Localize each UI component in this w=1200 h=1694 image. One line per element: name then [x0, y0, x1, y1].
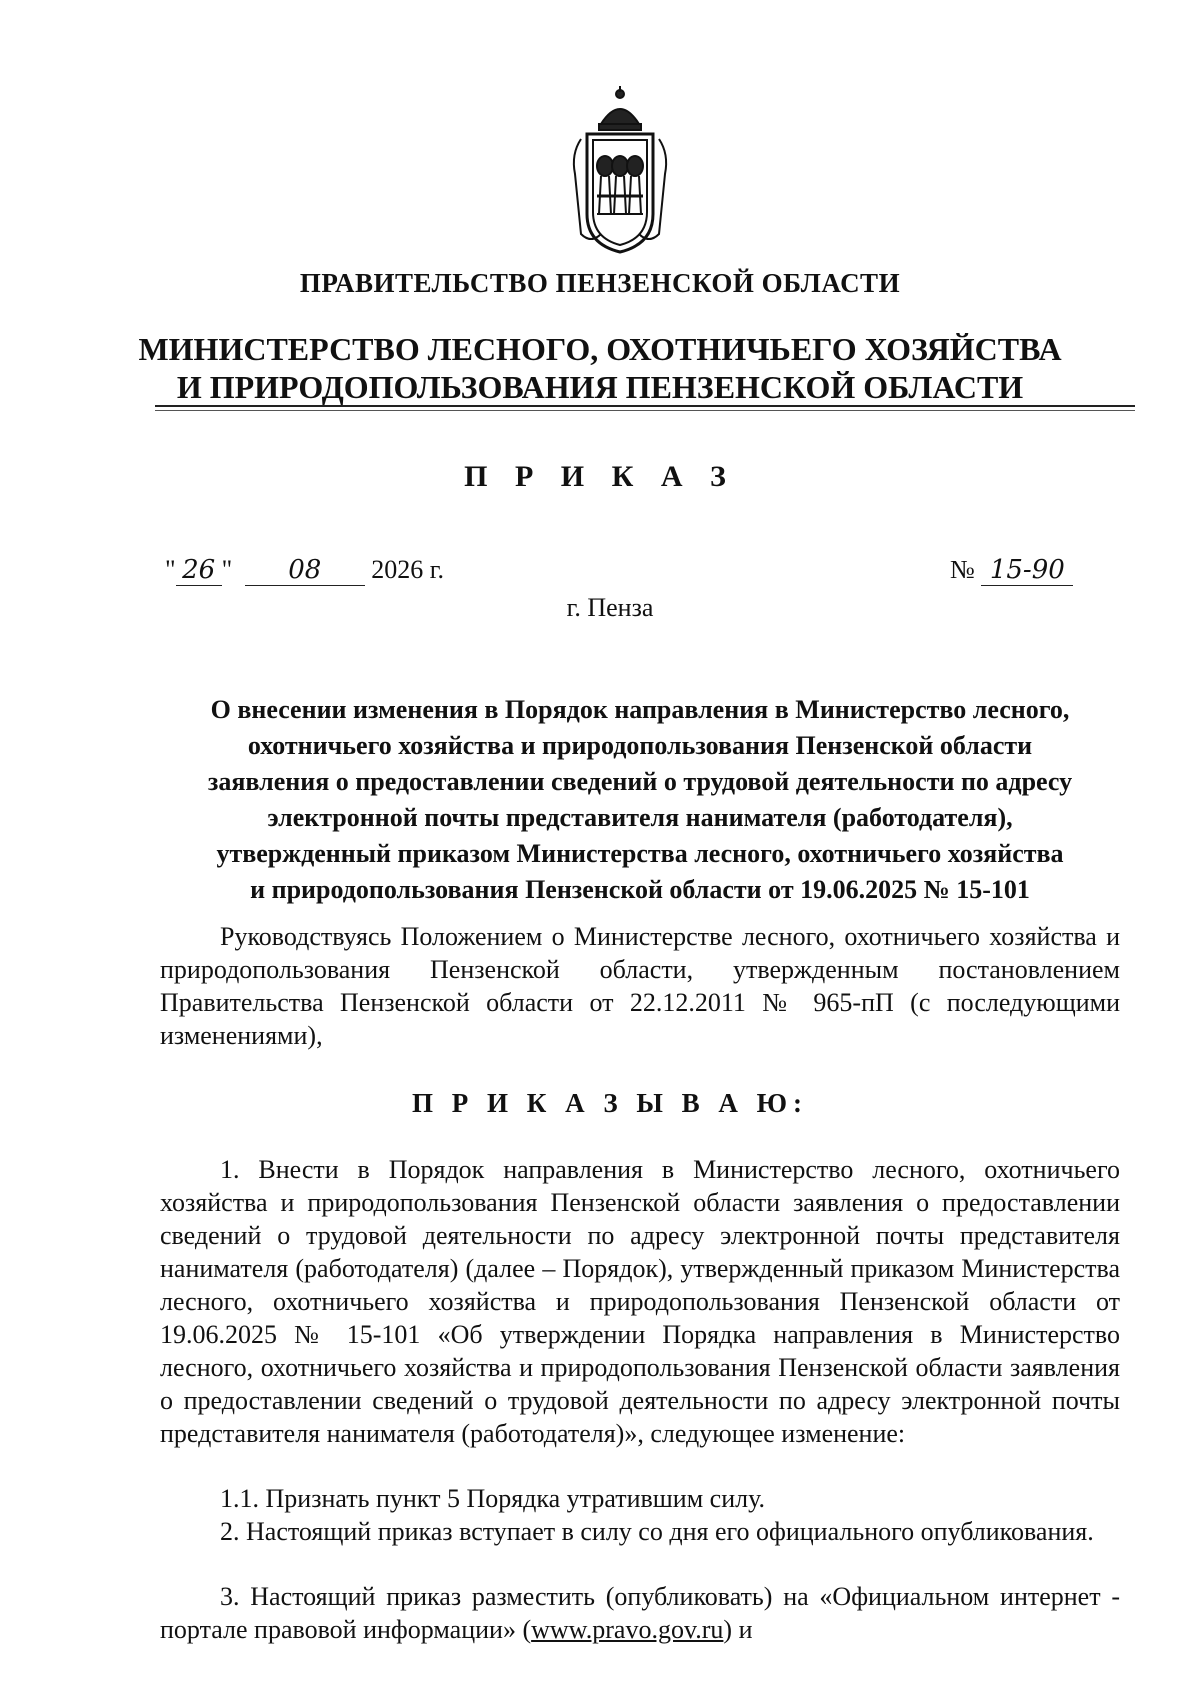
basis-paragraph: Руководствуясь Положением о Министерстве лесного, охотничьего хозяйства и природопользования Пензенской области, утвержденным постановлением Правительства Пензенской области от 22.12.2011 № 965-пП (с последующими изменениями), — [160, 922, 1120, 1050]
subject-line: электронной почты представителя нанимателя (работодателя), — [267, 803, 1013, 832]
document-date: " 26 " 08 2026 г. — [165, 555, 444, 585]
number-value: 15-90 — [981, 555, 1073, 586]
item-1: 1. Внести в Порядок направления в Министерство лесного, охотничьего хозяйства и природопользования Пензенской области заявления о предоставлении сведений о трудовой деятельности по адресу электронной почты представителя нанимателя (работодателя) (далее – Порядок), утвержденный приказом Министерства лесного, охотничьего хозяйства и природопользования Пензенской области от 19.06.2025 № 15-101 «Об утверждении Порядка направления в Министерство лесного, охотничьего хозяйства и природопользования Пензенской области заявления о предоставлении сведений о трудовой деятельности по адресу электронной почты представителя нанимателя (работодателя)», следующее изменение: — [160, 1155, 1120, 1448]
document-type: П Р И К А З — [464, 460, 736, 493]
city: г. Пенза — [566, 593, 654, 622]
header-rule-thin — [155, 410, 1135, 411]
subject-line: О внесении изменения в Порядок направления в Министерство лесного, — [210, 695, 1070, 724]
item-3-end: ) и — [723, 1615, 753, 1644]
ministry-name-line2: И ПРИРОДОПОЛЬЗОВАНИЯ ПЕНЗЕНСКОЙ ОБЛАСТИ — [176, 369, 1024, 405]
orders-heading: П Р И К А З Ы В А Ю: — [412, 1088, 808, 1118]
item-1-1: 1.1. Признать пункт 5 Порядка утратившим силу. — [220, 1484, 765, 1513]
subject-line: утвержденный приказом Министерства лесного, охотничьего хозяйства — [216, 839, 1064, 868]
date-day: 26 — [176, 555, 222, 586]
document-subject — [160, 692, 1120, 908]
subject-line: заявления о предоставлении сведений о трудовой деятельности по адресу — [207, 767, 1073, 796]
ministry-name-line1: МИНИСТЕРСТВО ЛЕСНОГО, ОХОТНИЧЬЕГО ХОЗЯЙСТВА — [138, 331, 1062, 367]
item-2: 2. Настоящий приказ вступает в силу со дня его официального опубликования. — [220, 1517, 1094, 1546]
subject-line: охотничьего хозяйства и природопользования Пензенской области — [247, 731, 1033, 760]
subject-line: и природопользования Пензенской области от 19.06.2025 № 15-101 — [250, 875, 1030, 904]
document-number — [950, 555, 1073, 586]
item-3 — [160, 1580, 1120, 1646]
coat-of-arms-icon — [561, 84, 679, 256]
government-name: ПРАВИТЕЛЬСТВО ПЕНЗЕНСКОЙ ОБЛАСТИ — [299, 268, 901, 298]
date-month: 08 — [245, 555, 365, 586]
ministry-name — [0, 330, 1200, 406]
date-year: 2026 г. — [371, 555, 444, 584]
header-rule — [155, 405, 1135, 407]
item-3-text: 3. Настоящий приказ разместить (опубликовать) на «Официальном интернет - портале правовой информации» ( — [160, 1582, 1120, 1644]
pravo-link[interactable]: www.pravo.gov.ru — [531, 1615, 724, 1644]
number-prefix: № — [950, 555, 975, 584]
